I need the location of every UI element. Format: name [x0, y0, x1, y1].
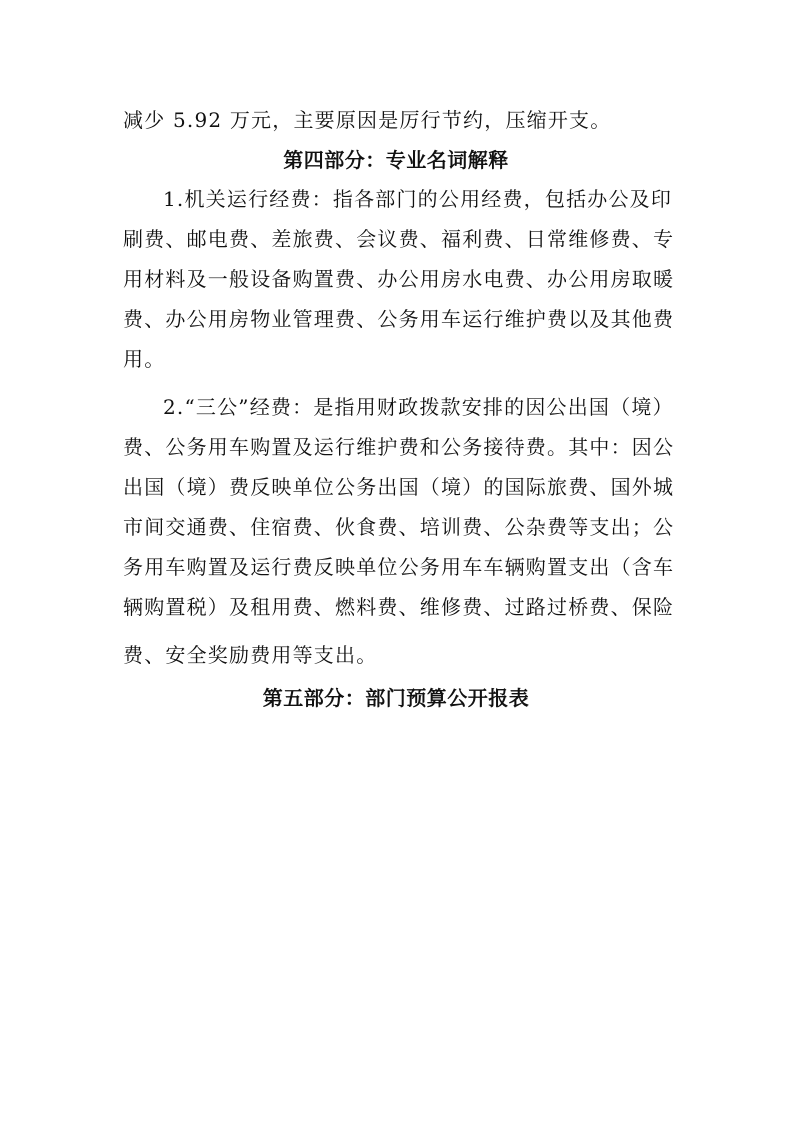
paragraph-line: 2.“三公”经费：是指用财政拨款安排的因公出国（境）: [163, 395, 674, 419]
section-heading-part-four: 第四部分：专业名词解释: [283, 148, 509, 172]
paragraph-line: 刷费、邮电费、差旅费、会议费、福利费、日常维修费、专: [123, 227, 675, 251]
paragraph-line: 辆购置税）及租用费、燃料费、维修费、过路过桥费、保险: [123, 595, 675, 619]
paragraph-line: 费、办公用房物业管理费、公务用车运行维护费以及其他费: [123, 307, 675, 331]
paragraph-line: 用材料及一般设备购置费、办公用房水电费、办公用房取暖: [123, 267, 675, 291]
paragraph-line: 出国（境）费反映单位公务出国（境）的国际旅费、国外城: [123, 475, 675, 499]
paragraph-line: 减少 5.92 万元，主要原因是厉行节约，压缩开支。: [123, 108, 612, 132]
paragraph-line: 务用车购置及运行费反映单位公务用车车辆购置支出（含车: [123, 555, 675, 579]
paragraph-line: 费、公务用车购置及运行维护费和公务接待费。其中：因公: [123, 435, 675, 459]
paragraph-line: 市间交通费、住宿费、伙食费、培训费、公杂费等支出；公: [123, 515, 675, 539]
paragraph-line: 费、安全奖励费用等支出。: [123, 643, 378, 667]
paragraph-line: 用。: [123, 347, 166, 371]
paragraph-line: 1.机关运行经费：指各部门的公用经费，包括办公及印: [163, 187, 673, 211]
section-heading-part-five: 第五部分：部门预算公开报表: [262, 686, 530, 710]
